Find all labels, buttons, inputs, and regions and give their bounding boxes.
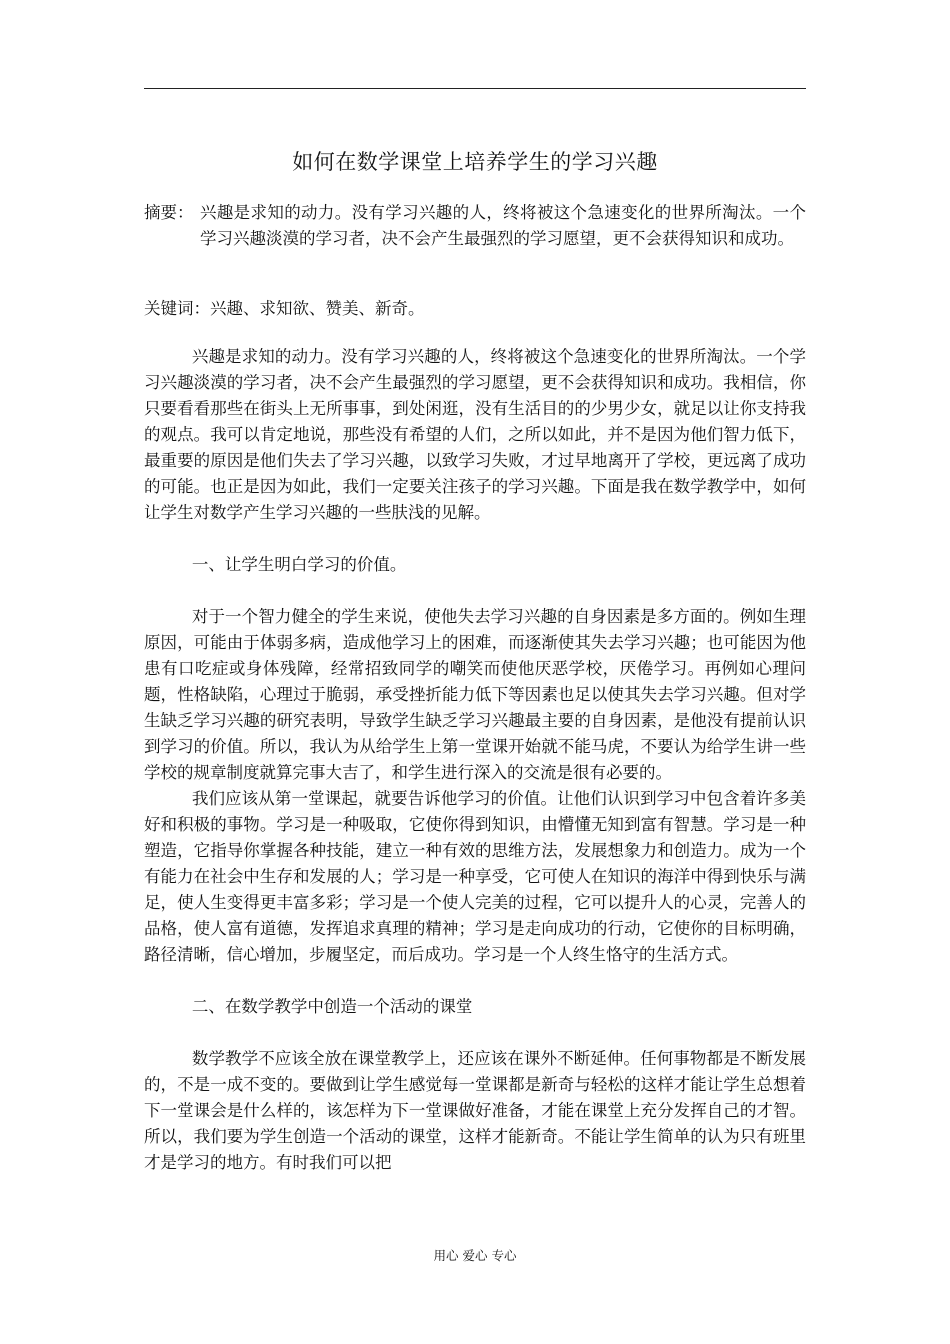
paragraph-section-2: 数学教学不应该全放在课堂教学上，还应该在课外不断延伸。任何事物都是不断发展的，不是一成不变的。要做到让学生感觉每一堂课都是新奇与轻松的这样才能让学生总想着下一堂课会是什么样的，该怎样为下一堂课做好准备，才能在课堂上充分发挥自己的才智。所以，我们要为学生创造一个活动的课堂，这样才能新奇。不能让学生简单的认为只有班里才是学习的地方。有时我们可以把 [144,1049,806,1172]
keywords: 关键词：兴趣、求知欲、赞美、新奇。 [144,299,425,318]
spacer [144,526,806,552]
abstract-label: 摘要： [144,203,194,222]
section-heading-2: 二、在数学教学中创造一个活动的课堂 [191,997,473,1016]
paragraph-section-1-a: 对于一个智力健全的学生来说，使他失去学习兴趣的自身因素是多方面的。例如生理原因，可能由于体弱多病，造成他学习上的困难，而逐渐使其失去学习兴趣；也可能因为他患有口吃症或身体残障，经常招致同学的嘲笑而使他厌恶学校，厌倦学习。再例如心理问题，性格缺陷，心理过于脆弱，承受挫折能力低下等因素也足以使其失去学习兴趣。但对学生缺乏学习兴趣的研究表明，导致学生缺乏学习兴趣最主要的自身因素，是他没有提前认识到学习的价值。所以，我认为从给学生上第一堂课开始就不能马虎，不要认为给学生讲一些学校的规章制度就算完事大吉了，和学生进行深入的交流是很有必要的。 [144,607,806,782]
abstract-text: 兴趣是求知的动力。没有学习兴趣的人，终将被这个急速变化的世界所淘汰。一个学习兴趣淡漠的学习者，决不会产生最强烈的学习愿望，更不会获得知识和成功。 [200,203,806,248]
page-title: 如何在数学课堂上培养学生的学习兴趣 [292,150,658,174]
spacer [144,968,806,994]
abstract [144,200,806,252]
page-footer: 用心 爱心 专心 [433,1248,517,1263]
section-heading-1: 一、让学生明白学习的价值。 [191,555,407,574]
paragraph-intro: 兴趣是求知的动力。没有学习兴趣的人，终将被这个急速变化的世界所淘汰。一个学习兴趣淡漠的学习者，决不会产生最强烈的学习愿望，更不会获得知识和成功。我相信，你只要看看那些在街头上无所事事，到处闲逛，没有生活目的的少男少女，就足以让你支持我的观点。我可以肯定地说，那些没有希望的人们，之所以如此，并不是因为他们智力低下，最重要的原因是他们失去了学习兴趣，以致学习失败，才过早地离开了学校，更远离了成功的可能。也正是因为如此，我们一定要关注孩子的学习兴趣。下面是我在数学教学中，如何让学生对数学产生学习兴趣的一些肤浅的见解。 [144,347,806,522]
article-body [144,344,806,1176]
spacer [144,578,806,604]
spacer [144,1020,806,1046]
paragraph-section-1-b: 我们应该从第一堂课起，就要告诉他学习的价值。让他们认识到学习中包含着许多美好和积极的事物。学习是一种吸取，它使你得到知识，由懵懂无知到富有智慧。学习是一种塑造，它指导你掌握各种技能，建立一种有效的思维方法，发展想象力和创造力。成为一个有能力在社会中生存和发展的人；学习是一种享受，它可使人在知识的海洋中得到快乐与满足，使人生变得更丰富多彩；学习是一个使人完美的过程，它可以提升人的心灵，完善人的品格，使人富有道德，发挥追求真理的精神；学习是走向成功的行动，它使你的目标明确，路径清晰，信心增加，步履坚定，而后成功。学习是一个人终生恪守的生活方式。 [144,789,806,964]
header-rule [144,88,806,89]
